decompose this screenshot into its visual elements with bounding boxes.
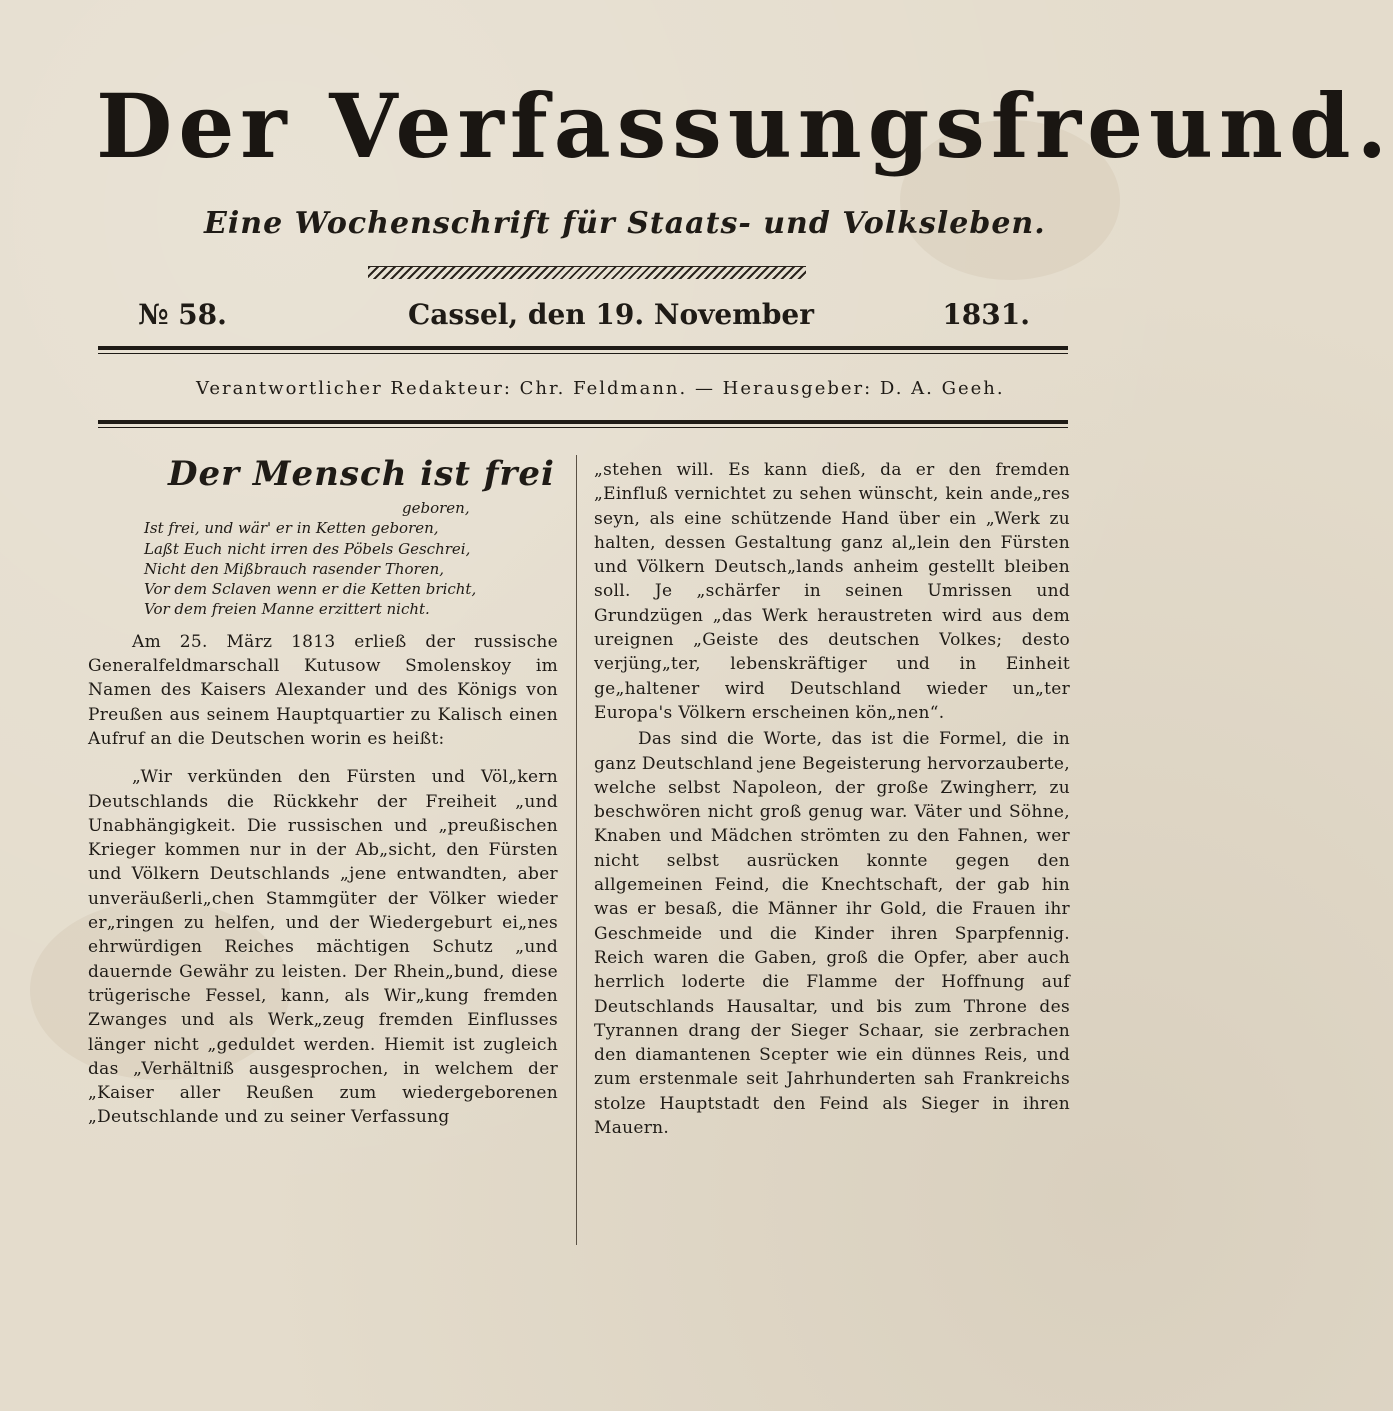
header-rule <box>98 346 1068 350</box>
header-rule <box>98 420 1068 424</box>
issue-line <box>130 298 1050 338</box>
editor-line: Verantwortlicher Redakteur: Chr. Feldmann. — Herausgeber: D. A. Geeh. <box>196 378 1005 399</box>
poem <box>144 498 558 620</box>
poem-line: Vor dem Sclaven wenn er die Ketten bricht, <box>144 580 477 599</box>
header-rule-thin <box>98 353 1068 354</box>
poem-line: Nicht den Mißbrauch rasender Thoren, <box>144 559 445 578</box>
article-paragraph: „Wir verkünden den Fürsten und Völ„kern Deutschlands die Rückkehr der Freiheit „und Unabhängigkeit. Die russischen und „preußischen Krieger kommen nur in der Ab„sicht, den Fürsten und Völkern Deutschlands „jene entwandten, aber unveräußerli„chen Stammgüter der Völker wieder er„ringen zu helfen, und der Wiedergeburt ei„nes ehrwürdigen Reiches mächtigen Schutz „und dauernde Gewähr zu leisten. Der Rhein„bund, diese trügerische Fessel, kann, als Wir„kung fremden Zwanges und als Werk„zeug fremden Einflusses länger nicht „geduldet werden. Hiemit ist zugleich das „Verhältniß ausgesprochen, in welchem der „Kaiser aller Reußen zum wiedergeborenen „Deutschlande und zu seiner Verfassung <box>88 767 558 1128</box>
masthead-subtitle: Eine Wochenschrift für Staats- und Volksleben. <box>204 206 1046 241</box>
poem-line: Laßt Euch nicht irren des Pöbels Geschrei, <box>144 539 471 558</box>
column-divider <box>576 455 577 1245</box>
article-paragraph: „stehen will. Es kann dieß, da er den fremden „Einfluß vernichtet zu sehen wünscht, kein ande„res seyn, als eine schützende Hand über ein „Werk zu halten, dessen Gestaltung ganz al„lein den Fürsten und Völkern Deutsch„lands anheim gestellt bleiben soll. Je „schärfer in seinen Umrissen und Grundzügen „das Werk heraustreten wird aus dem ureignen „Geiste des deutschen Volkes; desto verjüng„ter, lebenskräftiger und in Einheit ge„haltener wird Deutschland wieder un„ter Europa's Völkern erscheinen kön„nen“. <box>594 460 1070 723</box>
article-title: Der Mensch ist frei <box>168 454 555 494</box>
issue-year: 1831. <box>942 298 1030 331</box>
article-paragraph: Das sind die Worte, das ist die Formel, die in ganz Deutschland jene Begeisterung hervorzauberte, welche selbst Napoleon, der große Zwingherr, zu beschwören nicht groß genug war. Väter und Söhne, Knaben und Mädchen strömten zu den Fahnen, wer nicht selbst ausrücken konnte gegen den allgemeinen Feind, die Knechtschaft, der gab hin was er besaß, die Männer ihr Gold, die Frauen ihr Geschmeide und die Kinder ihren Sparpfennig. Reich waren die Gaben, groß die Opfer, aber auch herrlich loderte die Flamme der Hoffnung auf Deutschlands Hausaltar, und bis zum Throne des Tyrannen drang der Sieger Schaar, sie zerbrachen den diamantenen Scepter wie ein dünnes Reis, und zum erstenmale seit Jahrhunderten sah Frankreichs stolze Hauptstadt den Feind als Sieger in ihren Mauern. <box>594 729 1070 1139</box>
poem-line: Ist frei, und wär' er in Ketten geboren, <box>144 519 439 538</box>
right-column <box>594 446 1070 1140</box>
poem-line: Vor dem freien Manne erzittert nicht. <box>144 600 430 619</box>
issue-date: Cassel, den 19. November <box>408 298 814 331</box>
masthead-title: Der Verfassungsfreund. <box>96 74 1393 178</box>
poem-line: geboren, <box>402 499 470 517</box>
left-column <box>88 446 558 1130</box>
article-paragraph: Am 25. März 1813 erließ der russische Generalfeldmarschall Kutusow Smolenskoy im Namen des Kaisers Alexander und des Königs von Preußen aus seinem Hauptquartier zu Kalisch einen Aufruf an die Deutschen worin es heißt: <box>88 631 558 749</box>
ornamental-rule <box>368 266 806 279</box>
header-rule-thin <box>98 427 1068 428</box>
issue-number: № 58. <box>138 298 227 331</box>
